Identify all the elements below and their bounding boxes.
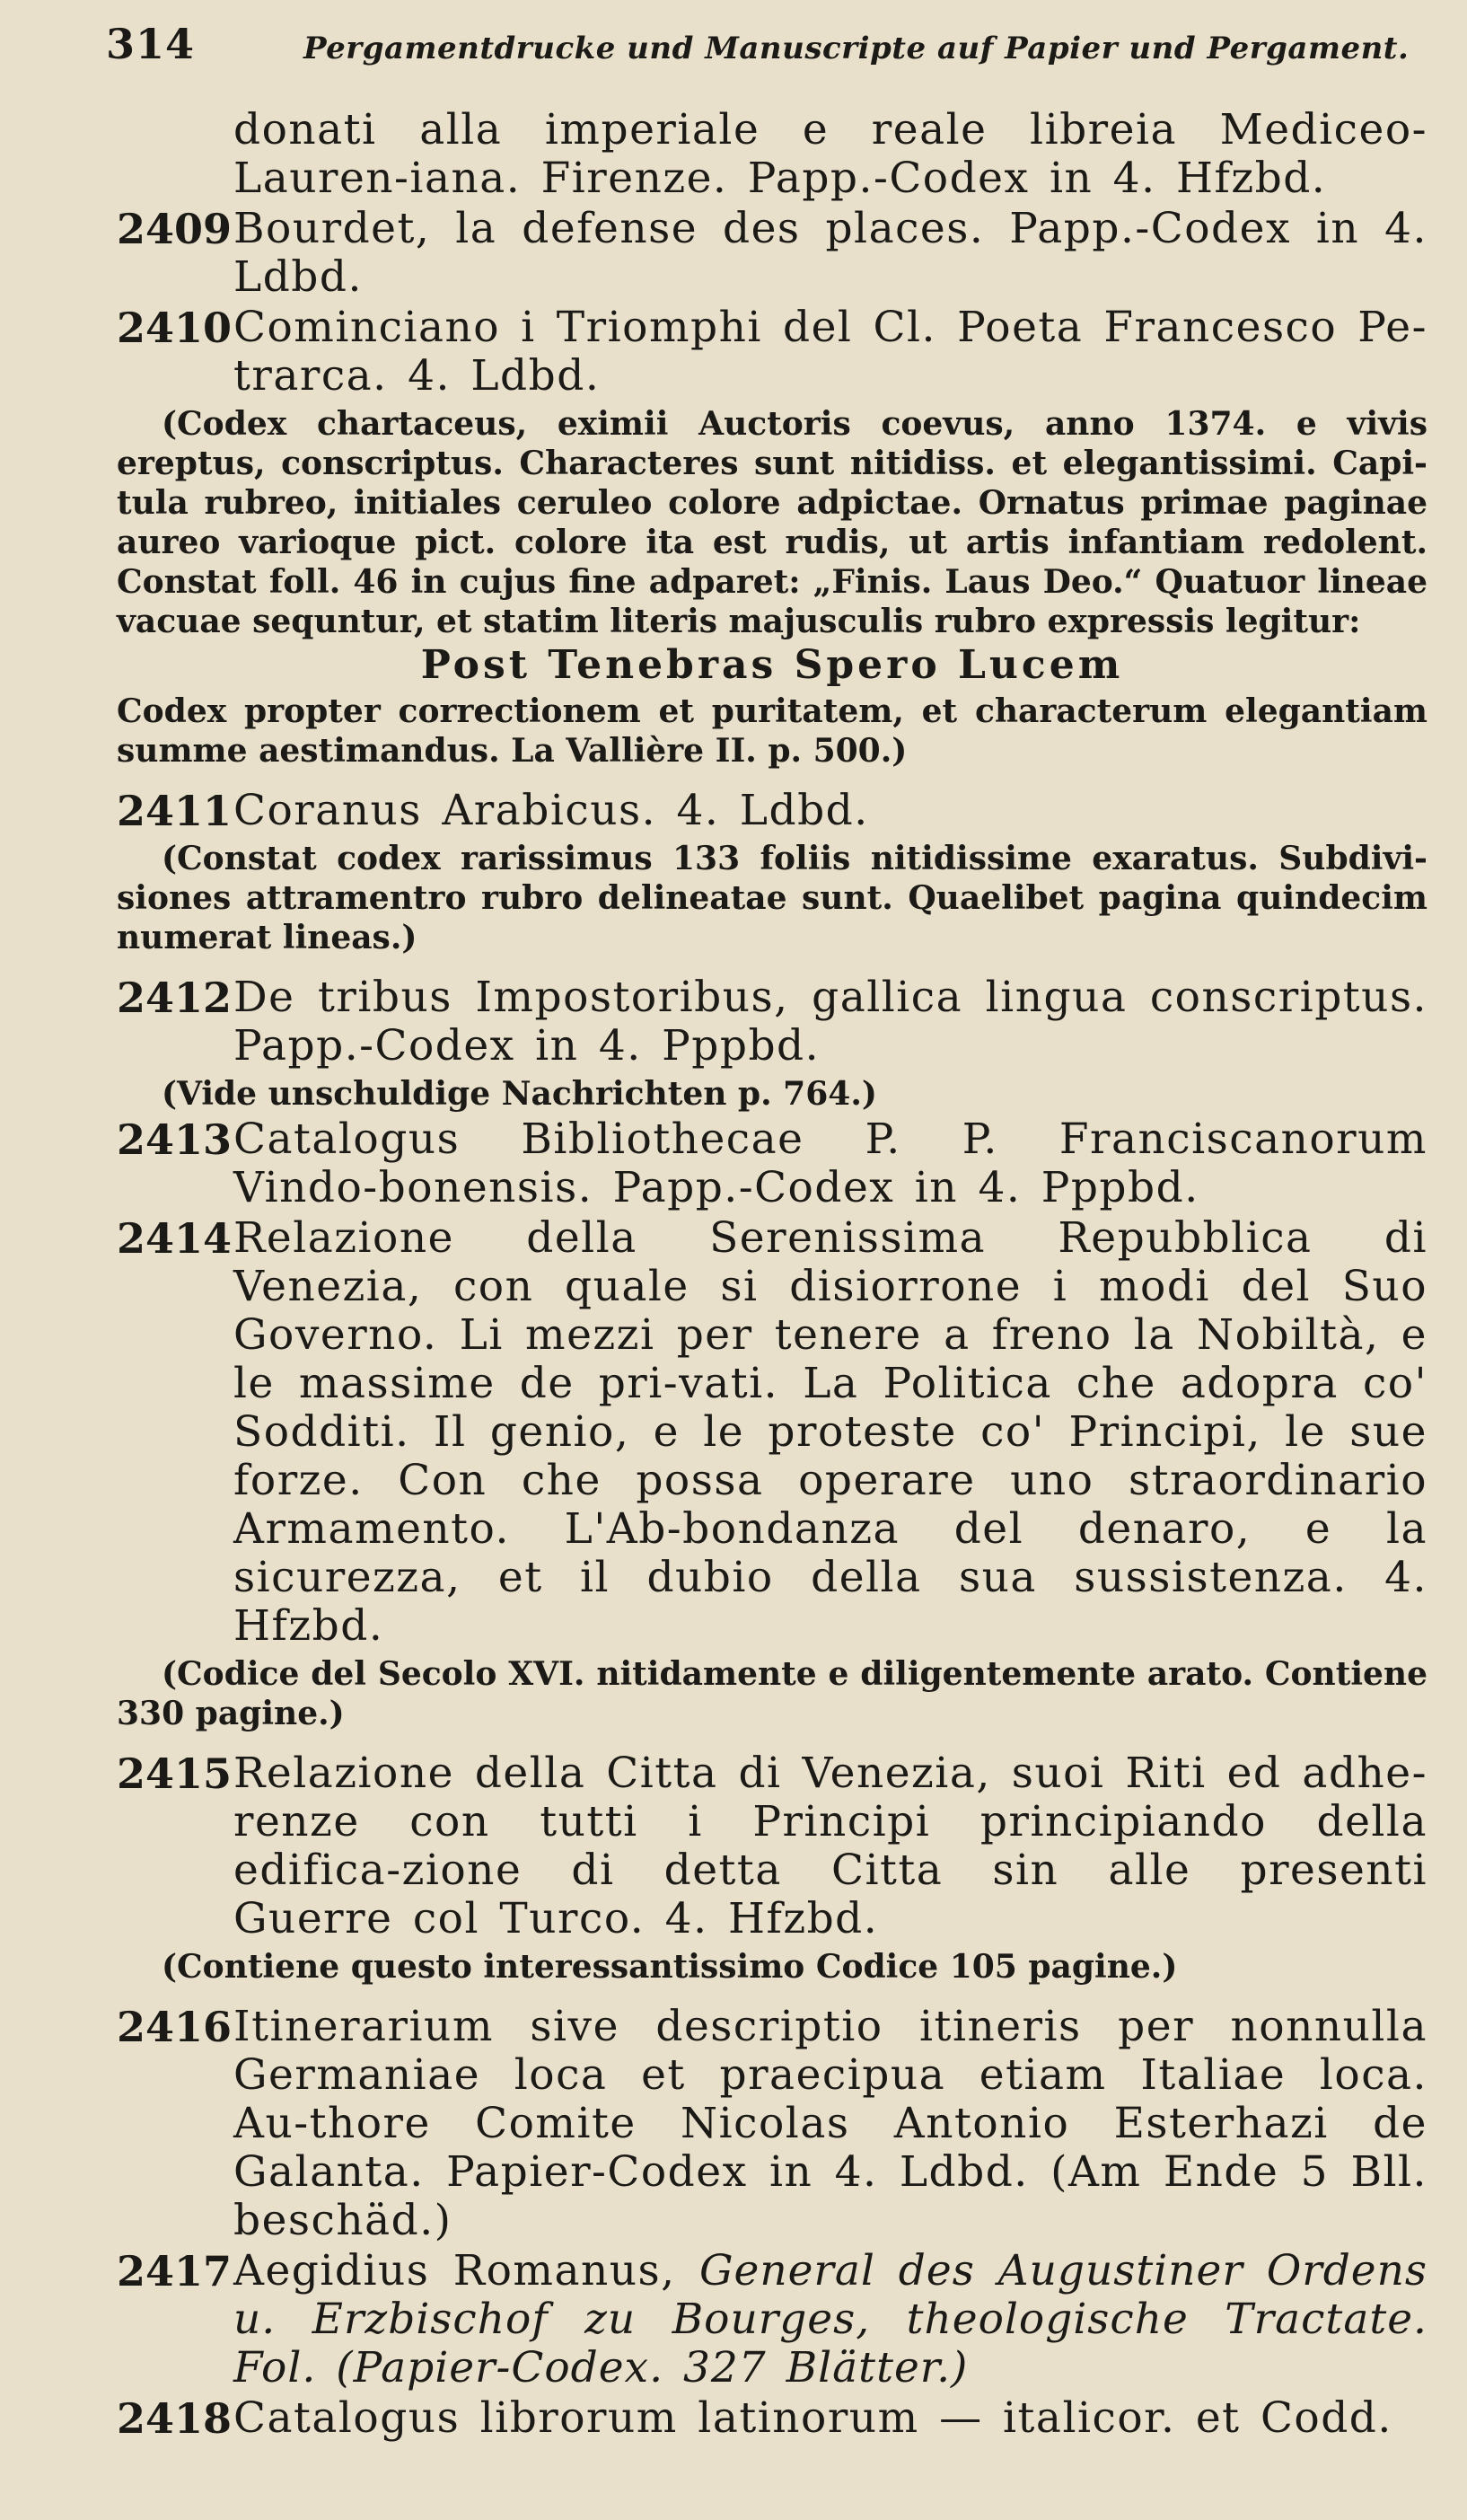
entry-title: Bourdet, la defense des places. Papp.-Codex in 4. Ldbd. [233, 204, 1427, 302]
entry-note: (Codice del Secolo XVI. nitidamente e diligentemente arato. Contiene 330 pagine.) [117, 1655, 1427, 1732]
entry-2416 [117, 2003, 1427, 2245]
entry-title: Cominciano i Triomphi del Cl. Poeta Francesco Pe-trarca. 4. Ldbd. [233, 303, 1427, 401]
entry-number: 2413 [117, 1115, 233, 1164]
entry-title: Itinerarium sive descriptio itineris per nonnulla Germaniae loca et praecipua etiam Italiae loca. Au-thore Comite Nicolas Antonio Esterhazi de Galanta. Papier-Codex in 4. Ldbd. (Am Ende 5 Bll. beschäd.) [233, 2002, 1427, 2245]
entry-2418 [117, 2394, 1427, 2443]
entry-note: (Constat codex rarissimus 133 foliis nitidissime exaratus. Subdivi-siones attramentro rubro delineatae sunt. Quaelibet pagina quindecim numerat lineas.) [117, 840, 1427, 956]
entry-note: (Vide unschuldige Nachrichten p. 764.) [162, 1075, 877, 1113]
entry-number: 2418 [117, 2394, 233, 2443]
entry-2417 [117, 2247, 1427, 2392]
entry-note-continued: Codex propter correctionem et puritatem, et characterum elegantiam summe aestimandus. La Vallière II. p. 500.) [117, 692, 1427, 770]
entry-number: 2410 [117, 304, 233, 352]
entry-2410 [117, 304, 1427, 401]
entry-title: Relazione della Citta di Venezia, suoi Riti ed adhe-renze con tutti i Principi principiando della edifica-zione di detta Citta sin alle presenti Guerre col Turco. 4. Hfzbd. [233, 1749, 1427, 1943]
entry-2412 [117, 974, 1427, 1071]
entry-number: 2411 [117, 787, 233, 835]
entry-title: Catalogus Bibliothecae P. P. Franciscanorum Vindo-bonensis. Papp.-Codex in 4. Pppbd. [233, 1115, 1427, 1212]
entry-2410-note [117, 404, 1427, 771]
entry-2411 [117, 787, 1427, 835]
entry-number: 2409 [117, 205, 233, 253]
entry-continuation [117, 106, 1427, 203]
entry-title: Coranus Arabicus. 4. Ldbd. [233, 786, 869, 835]
entry-title [233, 2247, 1427, 2392]
entry-2415 [117, 1749, 1427, 1943]
entry-2414 [117, 1214, 1427, 1651]
entry-note: (Contiene questo interessantissimo Codice 105 pagine.) [162, 1948, 1178, 1986]
entry-number: 2417 [117, 2247, 233, 2295]
entry-note: (Codex chartaceus, eximii Auctoris coevus, anno 1374. e vivis ereptus, conscriptus. Characteres sunt nitidiss. et elegantissimi. Capi-tula rubreo, initiales ceruleo colore adpictae. Ornatus primae paginae aureo varioque pict. colore ita est rudis, ut artis infantiam redolent. Constat foll. 46 in cujus fine adparet: „Finis. Laus Deo.“ Quatuor lineae vacuae sequntur, et statim literis majusculis rubro expressis legitur: [117, 405, 1427, 640]
running-title: Pergamentdrucke und Manuscripte auf Papier und Pergament. [303, 31, 1410, 66]
entry-title: De tribus Impostoribus, gallica lingua conscriptus. Papp.-Codex in 4. Pppbd. [233, 973, 1427, 1071]
page-number: 314 [106, 20, 196, 68]
entry-title: Relazione della Serenissima Repubblica di Venezia, con quale si disiorrone i modi del Suo Governo. Li mezzi per tenere a freno la Nobiltà, e le massime de pri-vati. La Politica che adopra co' Sodditi. Il genio, e le proteste co' Principi, le sue forze. Con che possa operare uno straordinario Armamento. L'Ab-bondanza del denaro, e la sicurezza, et il dubio della sua sussistenza. 4. Hfzbd. [233, 1213, 1427, 1651]
entry-number: 2416 [117, 2003, 233, 2051]
motto-line: Post Tenebras Spero Lucem [420, 642, 1124, 688]
page-header [106, 20, 1417, 83]
entry-2409 [117, 205, 1427, 302]
entry-title-fraktur: General des Augustiner Ordens u. Erzbischof zu Bourges, theologische Tractate. Fol. (Papier-Codex. 327 Blätter.) [233, 2246, 1427, 2392]
entry-2413 [117, 1115, 1427, 1212]
entry-number: 2415 [117, 1749, 233, 1798]
entry-title-latin: Aegidius Romanus, [233, 2246, 676, 2295]
entry-title: Catalogus librorum latinorum — italicor. et Codd. [233, 2393, 1392, 2443]
catalog-body [117, 106, 1427, 2443]
entry-number: 2412 [117, 974, 233, 1022]
continuation-text: donati alla imperiale e reale libreia Mediceo-Lauren-iana. Firenze. Papp.-Codex in 4. Hfzbd. [233, 105, 1427, 203]
entry-number: 2414 [117, 1214, 233, 1263]
